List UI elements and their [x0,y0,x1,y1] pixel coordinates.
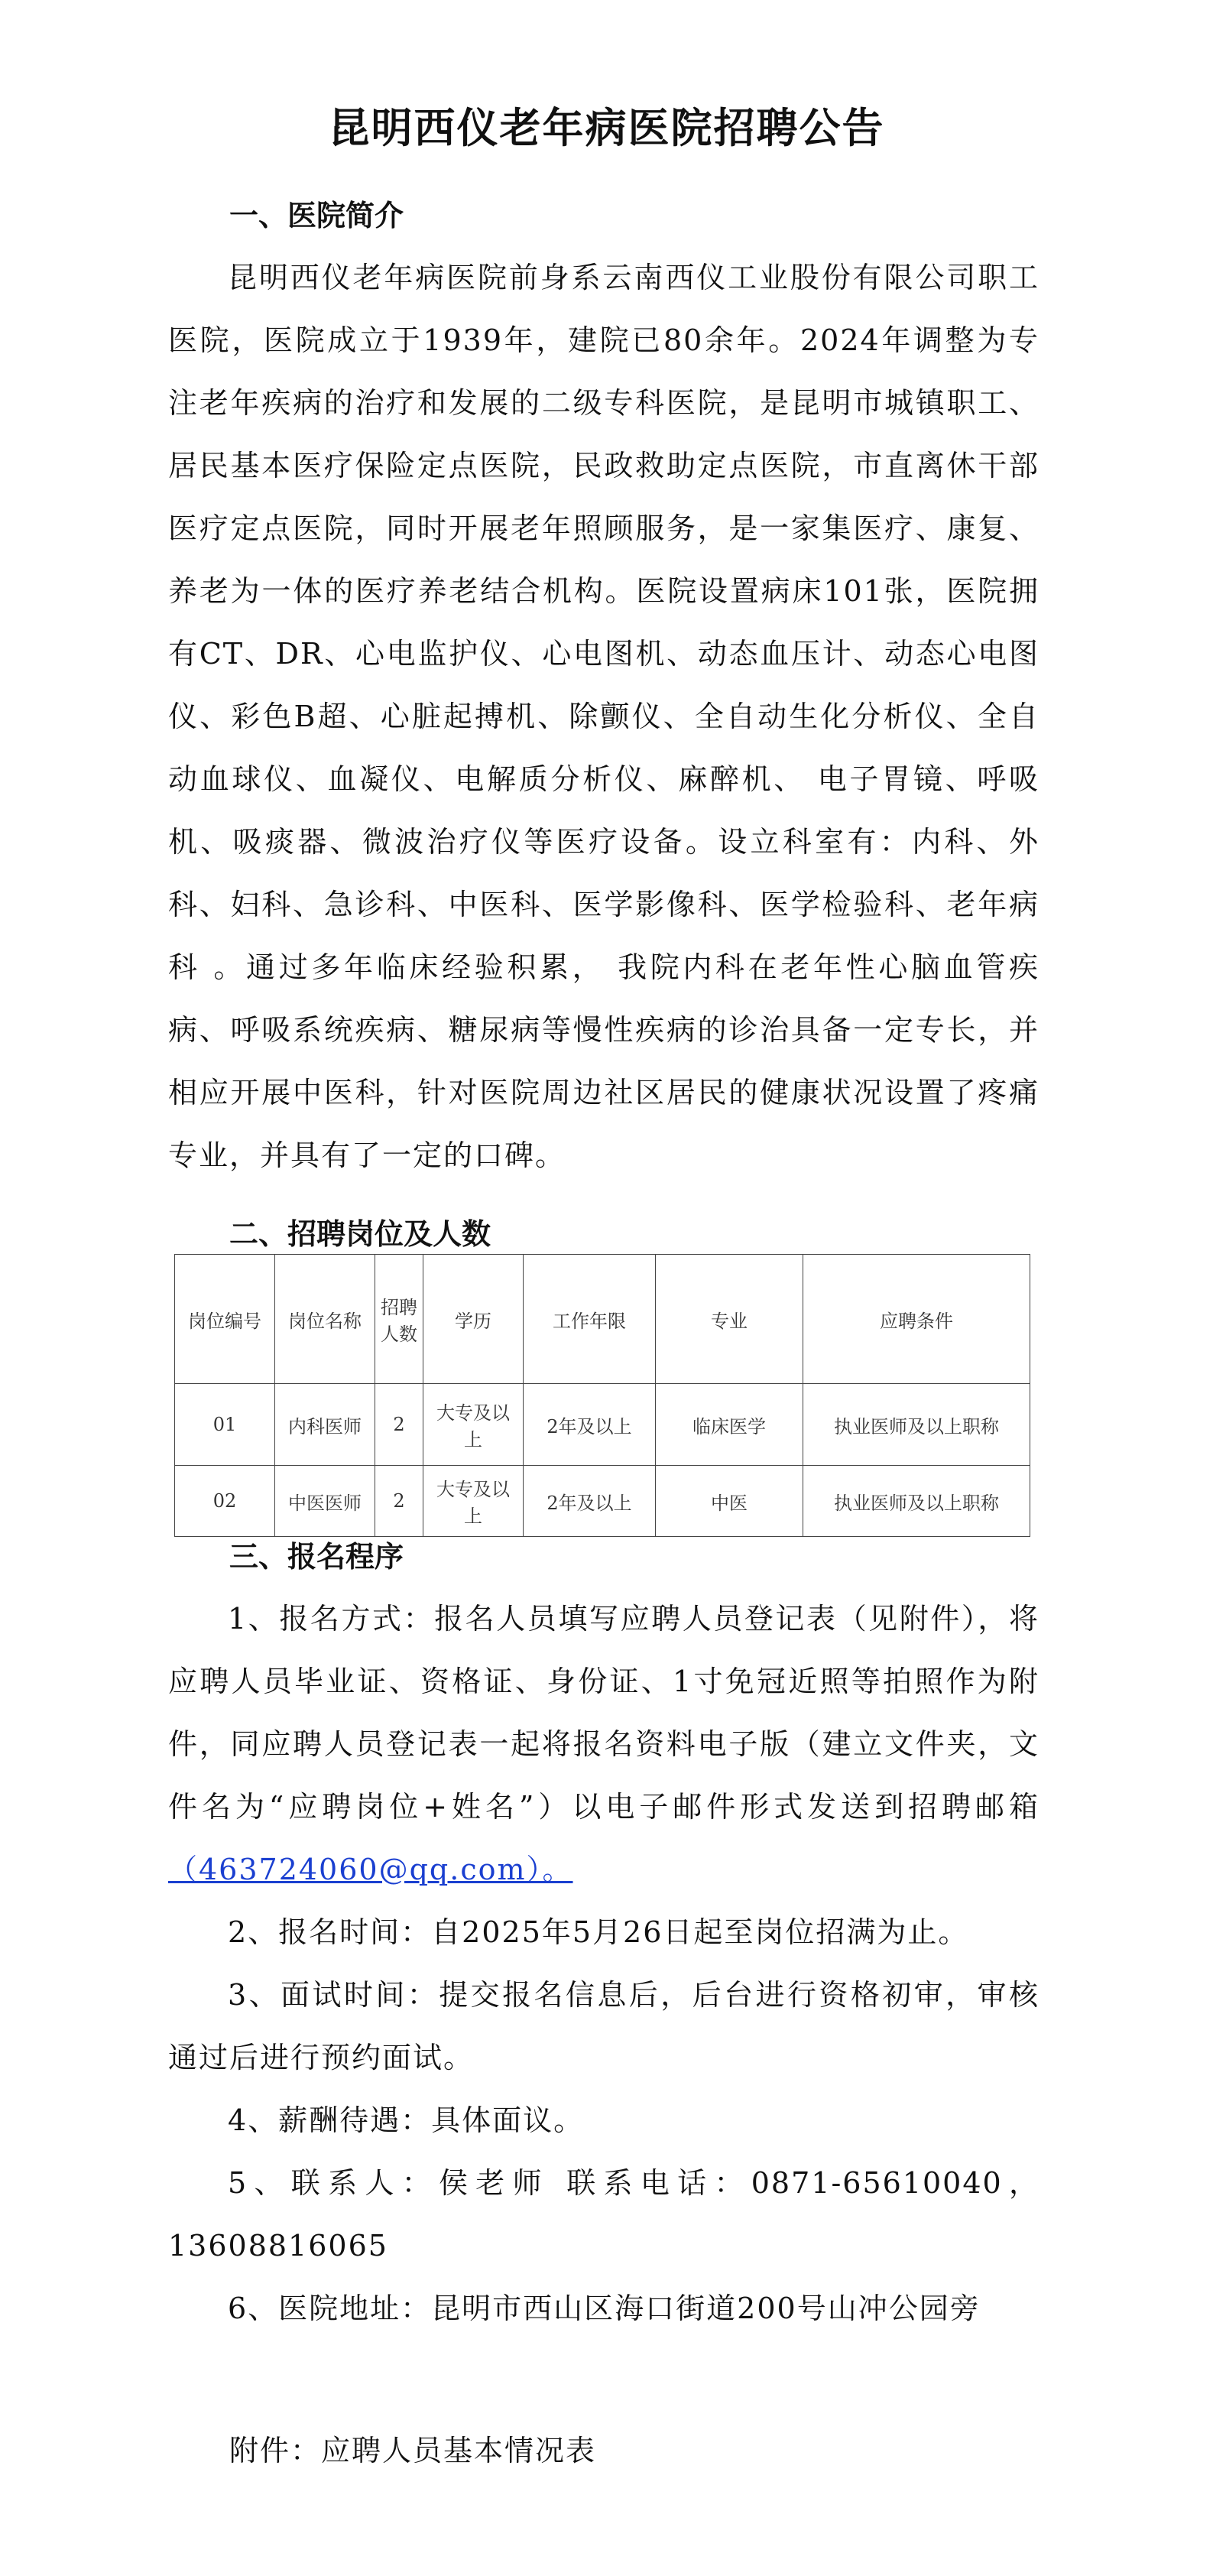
section-heading-positions: 二、招聘岗位及人数 [229,1217,491,1251]
procedure-item-3 [168,1964,1039,2089]
table-cell: 临床医学 [656,1384,803,1466]
procedure-item-1 [168,1587,1039,1901]
table-row [175,1466,1030,1537]
positions-table [174,1254,1030,1537]
procedure-item-4 [168,2089,1039,2152]
header-cell: 学历 [423,1255,524,1384]
procedure-text: 2、报名时间：自2025年5月26日起至岗位招满为止。 [228,1915,969,1949]
table-cell: 2 [375,1384,423,1466]
table-cell: 2年及以上 [524,1466,656,1537]
procedure-item-6 [168,2277,1039,2340]
procedure-item-5 [168,2152,1039,2277]
procedure-text: 4、薪酬待遇：具体面议。 [228,2103,585,2137]
intro-paragraph [168,246,1039,1187]
intro-text: 昆明西仪老年病医院前身系云南西仪工业股份有限公司职工医院，医院成立于1939年，建院已80余年。2024年调整为专注老年疾病的治疗和发展的二级专科医院，是昆明市城镇职工、居民基本医疗保险定点医院，民政救助定点医院，市直离休干部医疗定点医院，同时开展老年照顾服务，是一家集医疗、康复、养老为一体的医疗养老结合机构。医院设置病床101张，医院拥有CT、DR、心电监护仪、心电图机、动态血压计、动态心电图仪、彩色B超、心脏起搏机、除颤仪、全自动生化分析仪、全自动血球仪、血凝仪、电解质分析仪、麻醉机、 电子胃镜、呼吸机、吸痰器、微波治疗仪等医疗设备。设立科室有：内科、外科、妇科、急诊科、中医科、医学影像科、医学检验科、老年病科 。通过多年临床经验积累， 我院内科在老年性心脑血管疾病、呼吸系统疾病、糖尿病等慢性疾病的诊治具备一定专长，并相应开展中医科，针对医院周边社区居民的健康状况设置了疼痛专业，并具有了一定的口碑。 [168,261,1039,1172]
table-header-row [175,1255,1030,1384]
table-cell: 内科医师 [275,1384,375,1466]
procedure-text: 6、医院地址：昆明市西山区海口街道200号山冲公园旁 [228,2292,981,2325]
table-cell: 中医医师 [275,1466,375,1537]
table-cell: 大专及以上 [423,1466,524,1537]
document-title: 昆明西仪老年病医院招聘公告 [328,104,885,152]
table-cell: 执业医师及以上职称 [803,1384,1030,1466]
table-cell: 中医 [656,1466,803,1537]
procedure-text: 1、报名方式：报名人员填写应聘人员登记表（见附件），将应聘人员毕业证、资格证、身份证、1寸免冠近照等拍照作为附件，同应聘人员登记表一起将报名资料电子版（建立文件夹，文件名为“应聘岗位+姓名”）以电子邮件形式发送到招聘邮箱 [168,1602,1039,1824]
table-cell: 2年及以上 [524,1384,656,1466]
table-cell: 大专及以上 [423,1384,524,1466]
table-cell: 02 [175,1466,275,1537]
header-cell: 岗位名称 [275,1255,375,1384]
recruit-email-link[interactable]: （463724060@qq.com）。 [168,1853,573,1886]
procedure-item-2 [168,1901,1039,1964]
table-cell: 01 [175,1384,275,1466]
header-cell: 招聘人数 [375,1255,423,1384]
procedure-text: 3、面试时间：提交报名信息后，后台进行资格初审，审核通过后进行预约面试。 [168,1978,1039,2074]
header-cell: 专业 [656,1255,803,1384]
table-cell: 执业医师及以上职称 [803,1466,1030,1537]
section-heading-intro: 一、医院简介 [229,199,404,232]
table-cell: 2 [375,1466,423,1537]
header-cell: 应聘条件 [803,1255,1030,1384]
attachment-note: 附件：应聘人员基本情况表 [229,2434,597,2467]
header-cell: 岗位编号 [175,1255,275,1384]
section-heading-procedure: 三、报名程序 [229,1540,404,1574]
procedure-text: 5、联系人：侯老师 联系电话：0871-65610040，13608816065 [168,2166,1039,2263]
header-cell: 工作年限 [524,1255,656,1384]
table-row [175,1384,1030,1466]
